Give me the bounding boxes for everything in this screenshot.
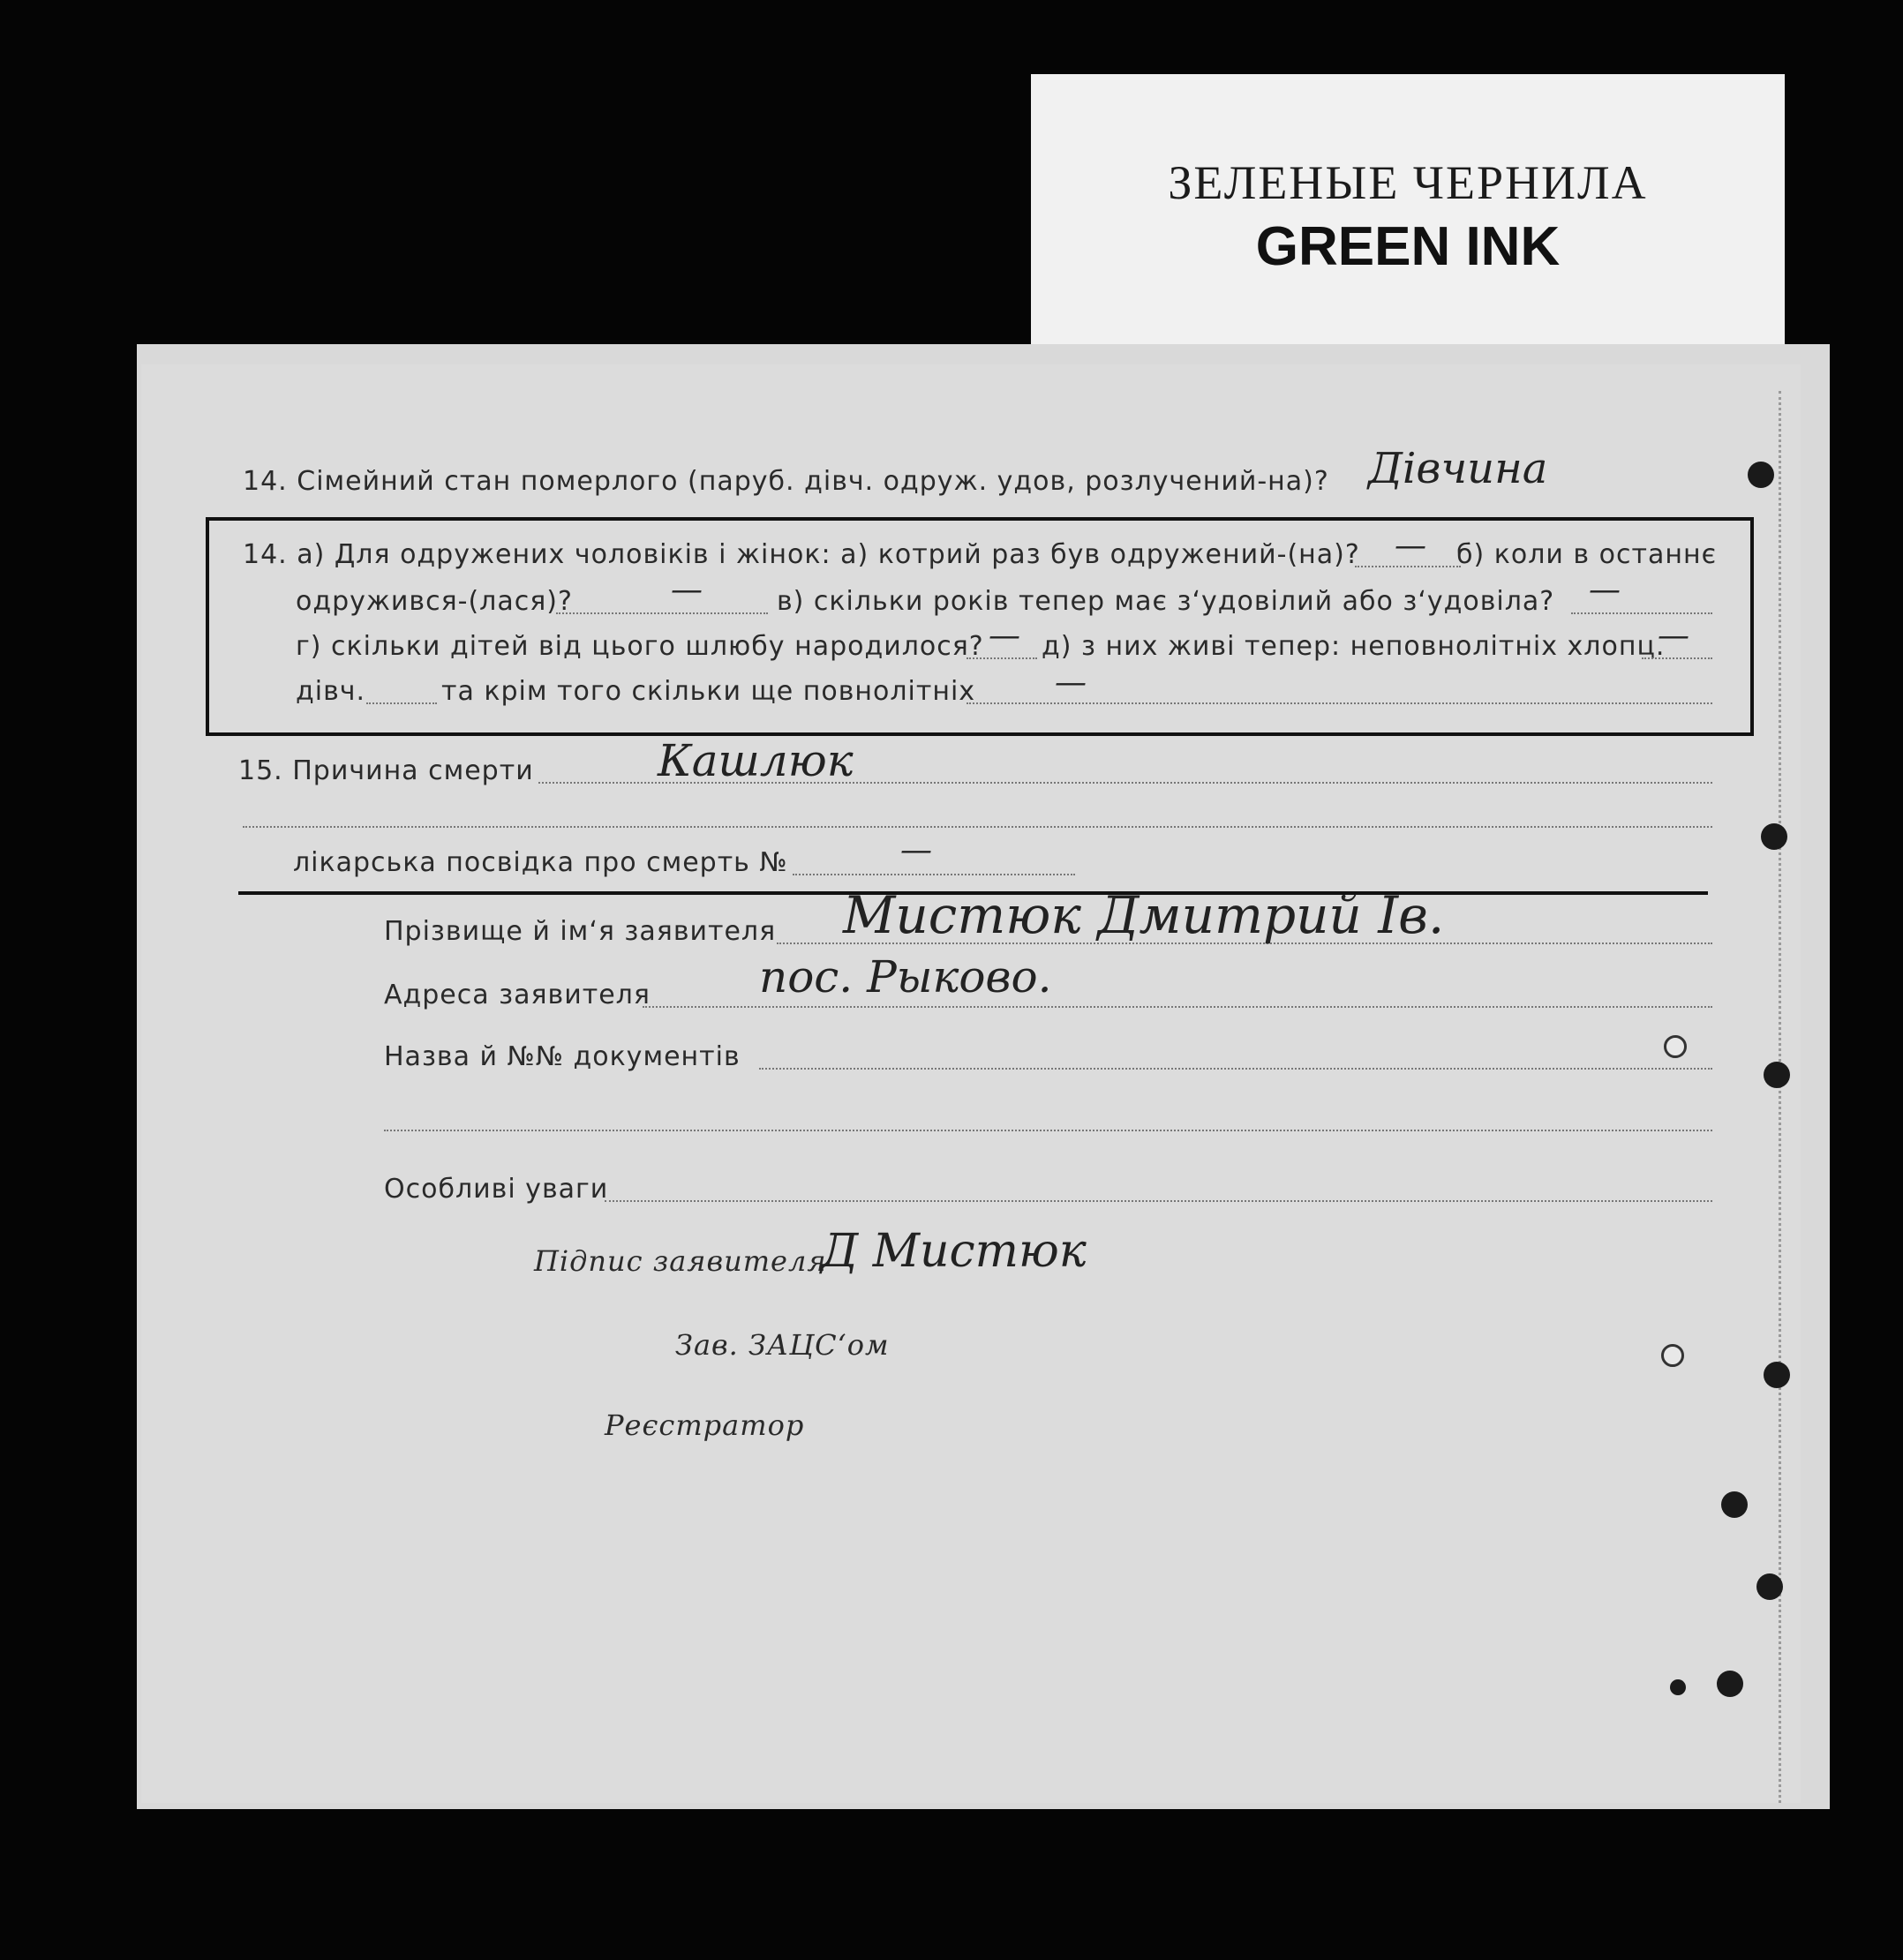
label-text-english: GREEN INK — [1255, 216, 1561, 277]
q14a-line3-a-answer: — — [989, 618, 1020, 654]
binding-hole — [1764, 1062, 1790, 1088]
binding-hole — [1748, 462, 1774, 488]
binding-hole — [1661, 1344, 1684, 1367]
q14a-line4-answer: — — [1055, 665, 1087, 701]
registrar-label: Реєстратор — [605, 1408, 805, 1442]
q14a-line4-a-label: дівч. — [296, 676, 366, 707]
binding-hole — [1721, 1491, 1748, 1518]
green-ink-label-card — [1031, 74, 1785, 365]
q14a-line2-a-field — [556, 612, 768, 614]
signature-label: Підпис заявителя — [534, 1244, 827, 1278]
applicant-address-answer: пос. Рыково. — [759, 951, 1052, 1003]
marital-status-label: 14. Сімейний стан померлого (паруб. дівч. одруж. удов, розлучений-на)? — [243, 466, 1329, 497]
applicant-name-answer: Мистюк Дмитрий Ів. — [843, 885, 1445, 945]
binding-hole — [1761, 823, 1787, 850]
documents-label: Назва й №№ документів — [384, 1041, 741, 1072]
documents-field-line2 — [384, 1130, 1712, 1131]
head-zags-label: Зав. ЗАЦС‘ом — [675, 1328, 890, 1362]
medical-certificate-answer: — — [900, 832, 932, 868]
medical-certificate-label: лікарська посвідка про смерть № — [293, 847, 788, 878]
medical-certificate-field — [793, 874, 1075, 875]
q14a-line3-a-field — [967, 657, 1037, 659]
binding-hole — [1664, 1035, 1687, 1058]
q14a-line1-answer: — — [1395, 528, 1426, 564]
applicant-name-label: Прізвище й ім‘я заявителя — [384, 916, 777, 947]
q14a-line4-b-label: та крім того скільки ще повнолітніх — [441, 676, 976, 707]
signature-answer: Д Мистюк — [821, 1225, 1087, 1278]
q14a-line2-a-label: одружився-(лася)? — [296, 586, 573, 617]
q14a-line3-b-field — [1642, 657, 1712, 659]
q14a-line3-a-label: г) скільки дітей від цього шлюбу народилося? — [296, 631, 984, 662]
q14a-line1-field — [1355, 566, 1461, 567]
q14a-line2-b-answer: — — [1589, 572, 1621, 608]
binding-hole — [1764, 1362, 1790, 1388]
q14a-line3-b-answer: — — [1658, 618, 1689, 654]
binding-hole — [1717, 1671, 1743, 1697]
applicant-address-field — [643, 1006, 1712, 1008]
special-notes-label: Особливі уваги — [384, 1174, 609, 1205]
q14a-line2-b-label: в) скільки років тепер має з‘удовілий або з‘удовіла? — [777, 586, 1555, 617]
q14a-line2-a-answer: — — [671, 572, 703, 608]
binding-hole — [1756, 1573, 1783, 1600]
death-record-form-sheet — [141, 364, 1801, 1803]
binding-hole — [1670, 1679, 1686, 1695]
special-notes-field — [605, 1200, 1712, 1202]
q14a-line4-field — [967, 702, 1712, 704]
q14a-line2-b-field — [1571, 612, 1712, 614]
q14a-line1-label: 14. а) Для одружених чоловіків і жінок: а) котрий раз був одружений-(на)? — [243, 539, 1360, 570]
cause-of-death-answer: Кашлюк — [658, 735, 854, 786]
q14a-line3-b-label: д) з них живі тепер: неповнолітніх хлопц. — [1042, 631, 1666, 662]
label-text-russian: ЗЕЛЕНЫЕ ЧЕРНИЛА — [1168, 156, 1648, 209]
q14a-line4-a-field — [366, 702, 437, 704]
marital-status-answer: Дівчина — [1368, 444, 1548, 493]
q14a-line1-tail: б) коли в останнє — [1456, 539, 1718, 570]
cause-of-death-label: 15. Причина смерти — [238, 755, 534, 786]
cause-of-death-field-line2 — [243, 826, 1712, 828]
documents-field — [759, 1068, 1712, 1070]
applicant-address-label: Адреса заявителя — [384, 980, 651, 1010]
